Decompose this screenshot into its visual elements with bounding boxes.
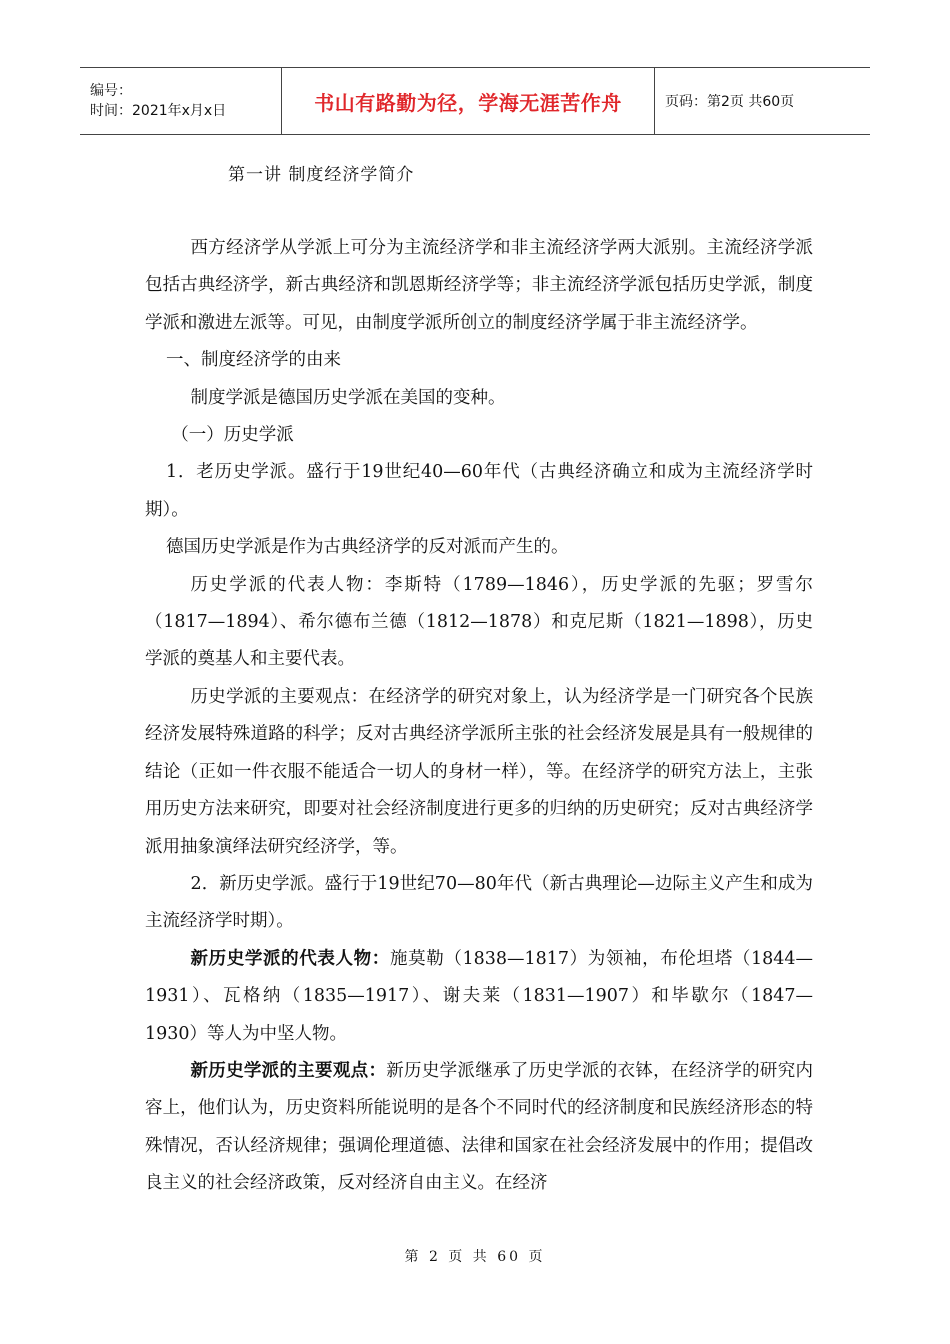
paragraph-new-views	[145, 1053, 813, 1203]
page-footer: 第 2 页 共 60 页	[404, 1249, 546, 1265]
paragraph-intro: 西方经济学从学派上可分为主流经济学和非主流经济学两大派别。主流经济学派包括古典经济学，新古典经济和凯恩斯经济学等；非主流经济学派包括历史学派，制度学派和激进左派等。可见，由制度学派所创立的制度经济学属于非主流经济学。	[145, 238, 813, 333]
paragraph-main-views: 历史学派的主要观点：在经济学的研究对象上，认为经济学是一门研究各个民族经济发展特殊道路的科学；反对古典经济学派所主张的社会经济发展是具有一般规律的结论（正如一件衣服不能适合一切人的身材一样），等。在经济学的研究方法上，主张用历史方法来研究，即要对社会经济制度进行更多的归纳的历史研究；反对古典经济学派用抽象演绎法研究经济学，等。	[145, 686, 813, 857]
new-views-lead: 新历史学派的主要观点：	[190, 1060, 387, 1081]
paragraph-representatives: 历史学派的代表人物：李斯特（1789—1846），历史学派的先驱；罗雪尔（1817—1894）、希尔德布兰德（1812—1878）和克尼斯（1821—1898），历史学派的奠基人和主要代表。	[145, 574, 813, 670]
paragraph-old-historical-school: 1．老历史学派。盛行于19世纪40—60年代（古典经济确立和成为主流经济学时期）。	[145, 462, 813, 520]
paragraph-opposition: 德国历史学派是作为古典经济学的反对派而产生的。	[166, 537, 569, 558]
new-representatives-lead: 新历史学派的代表人物：	[190, 948, 390, 969]
new-representatives-text: 施莫勒（1838—1817）为领袖，布伦坦塔（1844—1931）、瓦格纳（1835—1917）、谢夫莱（1831—1907）和毕歇尔（1847—1930）等人为中坚人物。	[145, 948, 814, 1044]
document-date-label: 时间：2021年x月x日	[90, 103, 227, 119]
new-views-text: 新历史学派继承了历史学派的衣钵，在经济学的研究内容上，他们认为，历史资料所能说明的是各个不同时代的经济制度和民族经济形态的特殊情况，否认经济规律；强调伦理道德、法律和国家在社会经济发展中的作用；提倡改良主义的社会经济政策，反对经济自由主义。在经济	[145, 1060, 814, 1194]
header-motto: 书山有路勤为径，学海无涯苦作舟	[314, 90, 622, 115]
header-meta-cell	[80, 68, 282, 134]
section-heading-origin: 一、制度经济学的由来	[166, 350, 341, 371]
paragraph-new-historical-school: 2．新历史学派。盛行于19世纪70—80年代（新古典理论—边际主义产生和成为主流经济学时期）。	[145, 873, 813, 932]
lecture-title: 第一讲 制度经济学简介	[228, 165, 415, 185]
header-page-cell	[655, 68, 870, 134]
subsection-heading-historical-school: （一）历史学派	[171, 425, 294, 446]
document-body	[145, 230, 813, 1203]
paragraph-new-representatives	[145, 941, 813, 1053]
page-header	[80, 67, 870, 135]
header-page-label: 页码：第2页 共60页	[665, 94, 795, 110]
document-number-label: 编号：	[90, 83, 132, 99]
header-motto-cell	[282, 68, 655, 134]
paragraph-variant: 制度学派是德国历史学派在美国的变种。	[190, 387, 506, 408]
